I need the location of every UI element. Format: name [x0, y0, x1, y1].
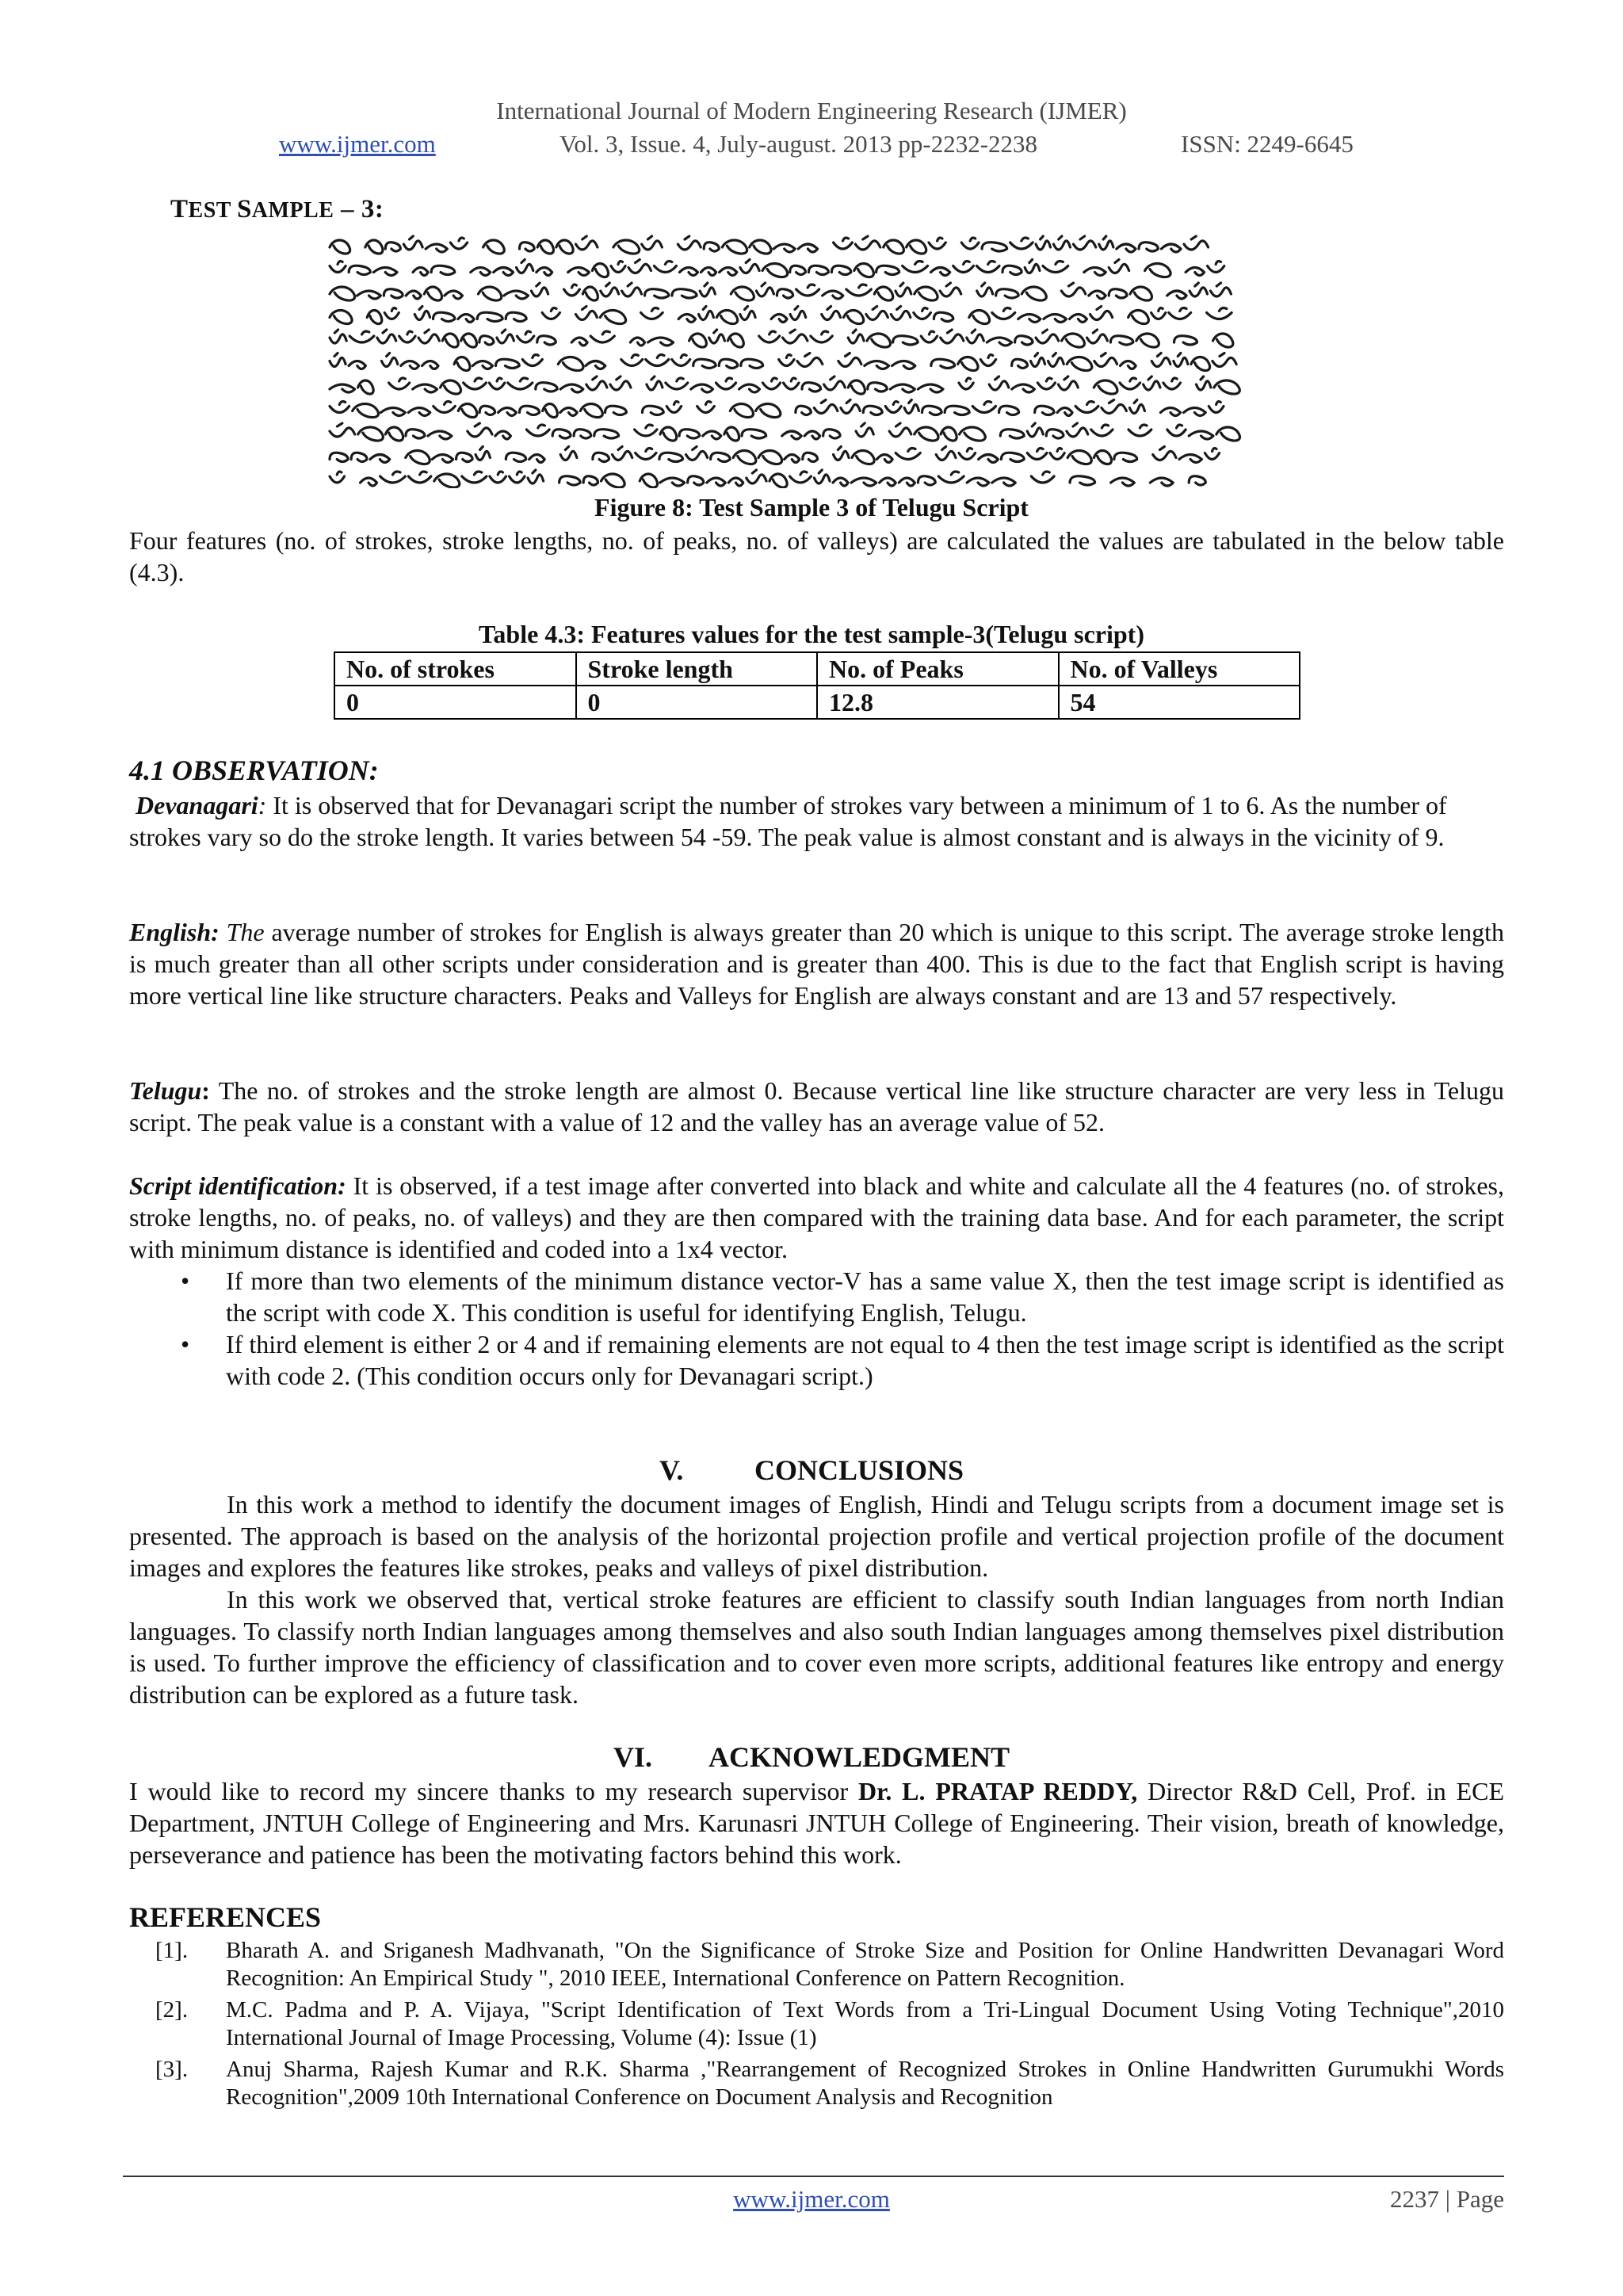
header-cell: No. of strokes: [334, 652, 576, 686]
acknowledgment-heading: VI. ACKNOWLEDGMENT: [613, 1741, 1010, 1773]
script-identification-paragraph: Script identification: It is observed, if a test image after converted into black and white and calculate all the 4 features (no. of strokes, stroke lengths, no. of peaks, no. of valleys) and they are then compared with the training data base. And for each parameter, the script with minimum distance is identified and coded into a 1x4 vector.: [129, 1171, 1505, 1263]
footer-divider: [123, 2176, 1504, 2177]
reference-item: [1]. Bharath A. and Sriganesh Madhvanath, "On the Significance of Stroke Size and Position for Online Handwritten Devanagari Word Recognition: An Empirical Study ", 2010 IEEE, International Conference on Pattern Recognition.: [155, 1938, 1504, 1991]
volume-info: Vol. 3, Issue. 4, July-august. 2013 pp-2232-2238: [559, 130, 1038, 158]
list-item: • If more than two elements of the minimum distance vector-V has a same value X, then the test image script is identified as the script with code X. This condition is useful for identifying English, Telugu.: [181, 1266, 1504, 1327]
table-cell: 54: [1059, 686, 1300, 719]
list-item: • If third element is either 2 or 4 and if remaining elements are not equal to 4 then the test image script is identified as the script with code 2. (This condition occurs only for Devanagari script.): [181, 1330, 1504, 1390]
table-row: [334, 686, 1300, 719]
journal-title: International Journal of Modern Engineering Research (IJMER): [496, 97, 1127, 124]
telugu-script-sample-image: [323, 227, 1266, 488]
test-sample-label: TEST SAMPLE – 3:: [170, 195, 384, 223]
header-website-link[interactable]: www.ijmer.com: [279, 130, 436, 158]
table-cell: 12.8: [817, 686, 1059, 719]
acknowledgment-paragraph: I would like to record my sincere thanks to my research supervisor Dr. L. PRATAP REDDY, Director R&D Cell, Prof. in ECE Department, JNTUH College of Engineering and Mrs. Karunasri JNTUH College of Engineering. Their vision, breath of knowledge, perseverance and patience has been the motivating factors behind this work.: [129, 1777, 1505, 1869]
figure-caption: Figure 8: Test Sample 3 of Telugu Script: [594, 493, 1029, 521]
reference-item: [2]. M.C. Padma and P. A. Vijaya, "Script Identification of Text Words from a Tri-Lingual Document Using Voting Technique",2010 International Journal of Image Processing, Volume (4): Issue (1): [155, 1997, 1504, 2050]
header-cell: No. of Valleys: [1059, 652, 1300, 686]
english-paragraph: English: The average number of strokes for English is always greater than 20 which is unique to this script. The average stroke length is much greater than all other scripts under consideration and is greater than 400. This is due to the fact that English script is having more vertical line like structure characters. Peaks and Valleys for English are always constant and are 13 and 57 respectively.: [129, 918, 1505, 1010]
references-heading: REFERENCES: [129, 1901, 322, 1933]
issn-info: ISSN: 2249-6645: [1181, 130, 1354, 158]
table-header-row: [334, 652, 1300, 686]
conclusions-heading: V. CONCLUSIONS: [659, 1454, 964, 1486]
header-cell: No. of Peaks: [817, 652, 1059, 686]
conclusions-paragraph-1: In this work a method to identify the document images of English, Hindi and Telugu scripts from a document image set is presented. The approach is based on the analysis of the horizontal projection profile and vertical projection profile of the document images and explores the features like strokes, peaks and valleys of pixel distribution.: [129, 1490, 1504, 1582]
devanagari-paragraph: Devanagari: It is observed that for Devanagari script the number of strokes vary between a minimum of 1 to 6. As the number of strokes vary so do the stroke length. It varies between 54 -59. The peak value is almost constant and is always in the vicinity of 9.: [129, 791, 1447, 851]
header-cell: Stroke length: [576, 652, 818, 686]
telugu-paragraph: Telugu: The no. of strokes and the stroke length are almost 0. Because vertical line like structure character are very less in Telugu script. The peak value is a constant with a value of 12 and the valley has an average value of 52.: [129, 1076, 1504, 1137]
intro-paragraph: Four features (no. of strokes, stroke lengths, no. of peaks, no. of valleys) are calculated the values are tabulated in the below table (4.3).: [129, 526, 1504, 586]
bullet-icon: •: [181, 1266, 190, 1295]
table-caption: Table 4.3: Features values for the test sample-3(Telugu script): [479, 620, 1144, 648]
features-table: [334, 651, 1300, 720]
reference-item: [3]. Anuj Sharma, Rajesh Kumar and R.K. Sharma ,"Rearrangement of Recognized Strokes in Online Handwritten Gurumukhi Words Recognition",2009 10th International Conference on Document Analysis and Recognition: [155, 2057, 1504, 2110]
footer-website-container: [0, 2185, 1623, 2214]
table-cell: 0: [334, 686, 576, 719]
bullet-icon: •: [181, 1330, 190, 1358]
observation-heading: 4.1 OBSERVATION:: [129, 755, 379, 786]
table-cell: 0: [576, 686, 818, 719]
footer-website-link[interactable]: www.ijmer.com: [733, 2185, 890, 2213]
page-number: 2237 | Page: [1390, 2185, 1504, 2213]
conclusions-paragraph-2: In this work we observed that, vertical stroke features are efficient to classify south Indian languages from north Indian languages. To classify north Indian languages among themselves and also south Indian languages among themselves pixel distribution is used. To further improve the efficiency of classification and to cover even more scripts, additional features like entropy and energy distribution can be explored as a future task.: [129, 1585, 1504, 1709]
